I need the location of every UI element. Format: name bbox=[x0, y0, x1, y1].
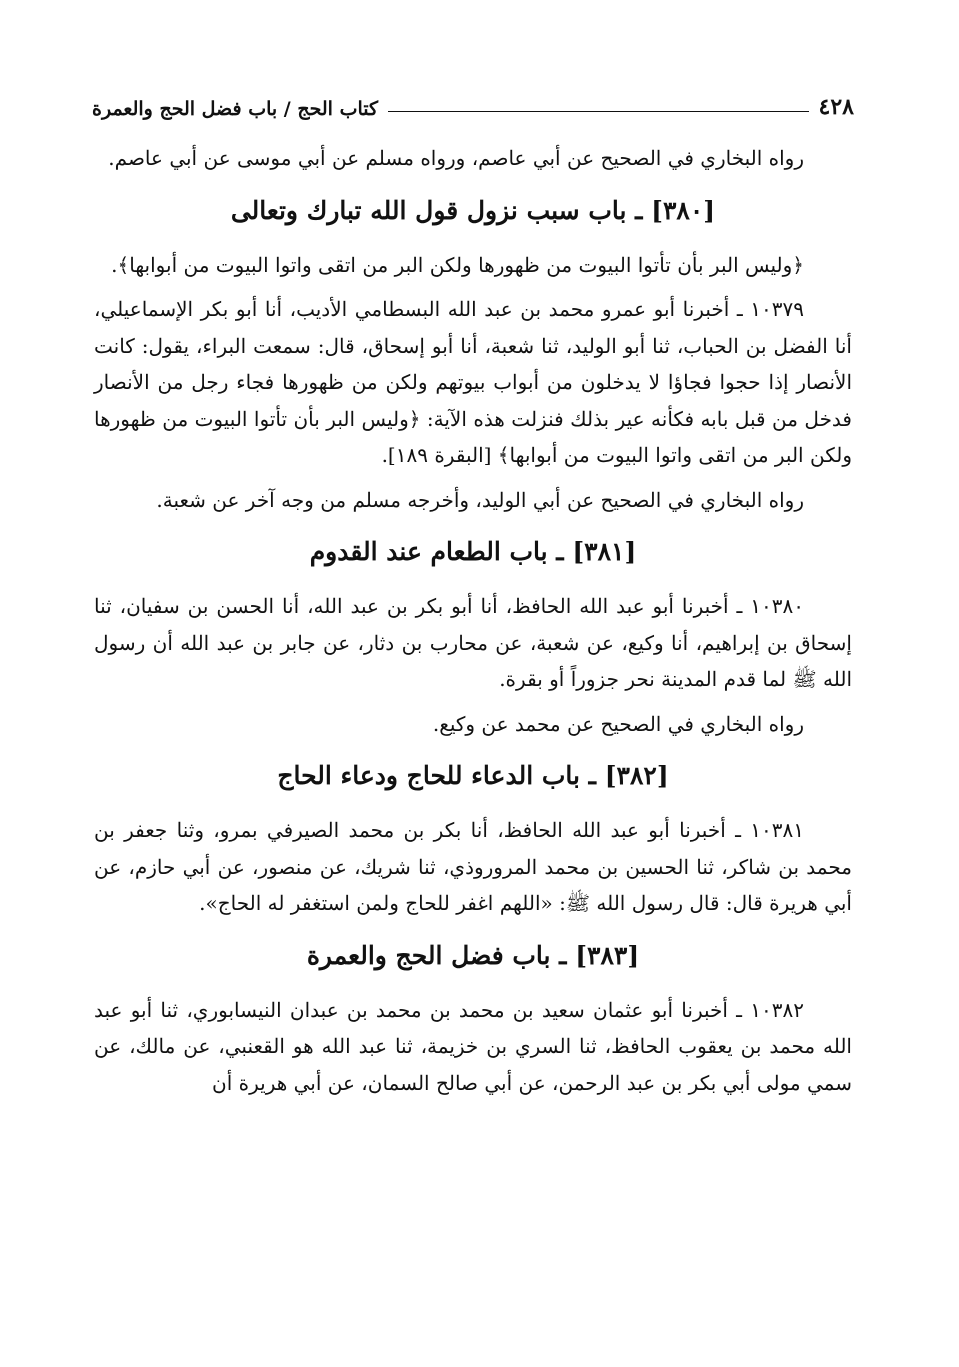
paragraph: ١٠٣٨٢ ـ أخبرنا أبو عثمان سعيد بن محمد بن محمد بن عبدان النيسابوري، ثنا أبو عبد الله محمد بن يعقوب الحافظ، ثنا السري بن خزيمة، ثنا عبد الله هو القعنبي، عن مالك، عن سمي مولى أبي بكر بن عبد الرحمن، عن أبي صالح السمان، عن أبي هريرة أن bbox=[94, 997, 852, 1095]
paragraph: ١٠٣٨١ ـ أخبرنا أبو عبد الله الحافظ، أنا بكر بن محمد الصيرفي بمرو، وثنا جعفر بن محمد بن شاكر، ثنا الحسين بن محمد المروروذي، ثنا شريك، عن منصور، عن أبي حازم، عن أبي هريرة قال: قال رسول الله ﷺ: «اللهم اغفر للحاج ولمن استغفر له الحاج». bbox=[94, 818, 852, 915]
paragraph: ﴿وليس البر بأن تأتوا البيوت من ظهورها ولكن البر من اتقى واتوا البيوت من أبوابها﴾. bbox=[111, 252, 804, 277]
paragraph: رواه البخاري في الصحيح عن محمد عن وكيع. bbox=[432, 711, 804, 736]
running-head bbox=[92, 86, 854, 120]
running-title: كتاب الحج / باب فضل الحج والعمرة bbox=[92, 98, 379, 120]
paragraph: رواه البخاري في الصحيح عن أبي الوليد، وأخرجه مسلم من وجه آخر عن شعبة. bbox=[156, 487, 804, 512]
chapter-heading: [٣٨٣] ـ باب فضل الحج والعمرة bbox=[306, 940, 640, 970]
chapter-heading: [٣٨١] ـ باب الطعام عند القدوم bbox=[309, 537, 637, 566]
chapter-heading: [٣٨٢] ـ باب الدعاء للحاج ودعاء الحاج bbox=[277, 761, 669, 790]
paragraph: ١٠٣٨٠ ـ أخبرنا أبو عبد الله الحافظ، أنا أبو بكر بن عبد الله، أنا الحسن بن سفيان، ثنا إسحاق بن إبراهيم، أنا وكيع، عن شعبة، عن محارب بن دثار، عن جابر بن عبد الله أن رسول الله ﷺ لما قدم المدينة نحر جزوراً أو بقرة. bbox=[94, 594, 852, 691]
page-body bbox=[94, 140, 852, 1101]
chapter-heading: [٣٨٠] ـ باب سبب نزول قول الله تبارك وتعالى bbox=[230, 195, 716, 225]
page-number: ٤٢٨ bbox=[818, 94, 854, 120]
paragraph: ١٠٣٧٩ ـ أخبرنا أبو عمرو محمد بن عبد الله البسطامي الأديب، أنا أبو بكر الإسماعيلي، أنا الفضل بن الحباب، ثنا أبو الوليد، ثنا شعبة، أنا أبو إسحاق، قال: سمعت البراء، يقول: كانت الأنصار إذا حجوا فجاؤا لا يدخلون من أبواب بيوتهم ولكن من ظهورها فجاء رجل من الأنصار فدخل من قبل بابه فكأنه عير بذلك فنزلت هذه الآية: ﴿وليس البر بأن تأتوا البيوت من ظهورها ولكن البر من اتقى واتوا البيوت من أبوابها﴾ [البقرة ١٨٩]. bbox=[94, 297, 852, 467]
header-rule bbox=[388, 111, 809, 112]
paragraph: رواه البخاري في الصحيح عن أبي عاصم، ورواه مسلم عن أبي موسى عن أبي عاصم. bbox=[108, 146, 804, 170]
